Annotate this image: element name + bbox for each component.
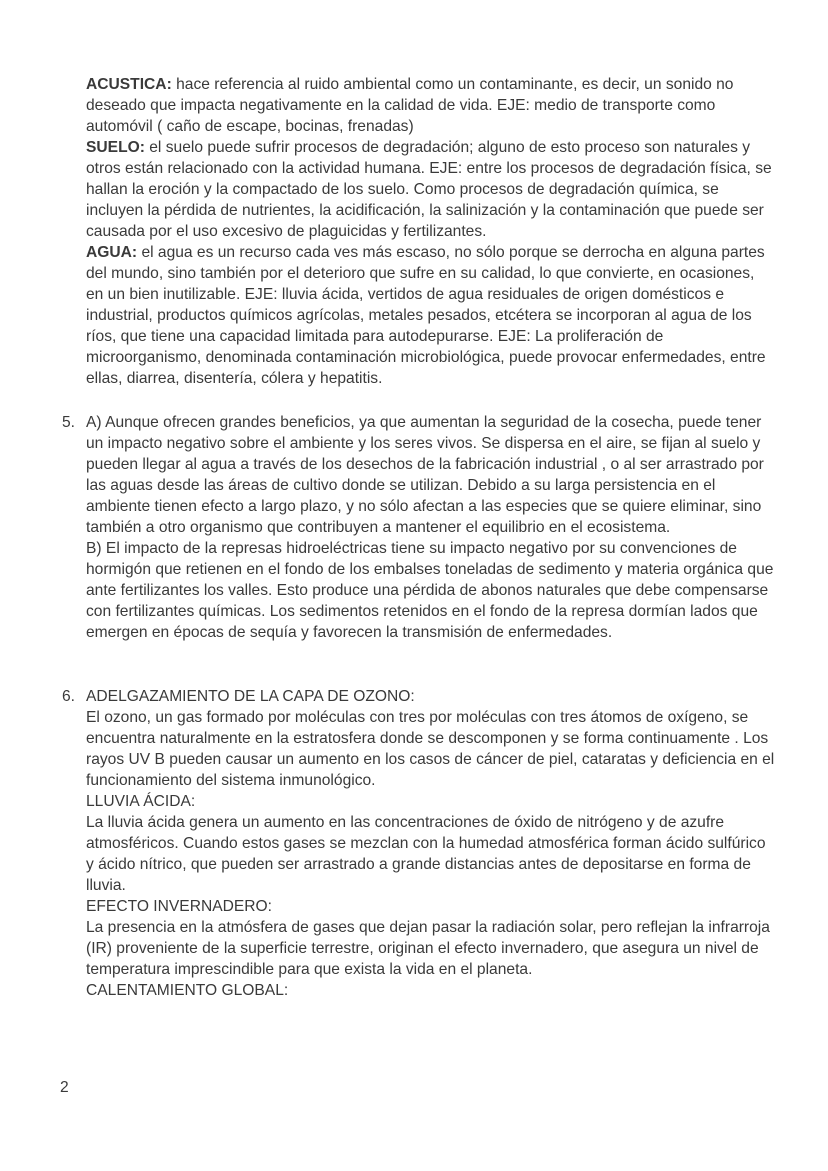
heading-efecto-invernadero: EFECTO INVERNADERO:	[86, 898, 272, 915]
list-number: 6.	[62, 688, 76, 705]
heading-lluvia-acida: LLUVIA ÁCIDA:	[86, 793, 196, 810]
heading-calentamiento-global: CALENTAMIENTO GLOBAL:	[86, 982, 289, 999]
answer-a: A) Aunque ofrecen grandes beneficios, ya que aumentan la seguridad de la cosecha, puede tener un impacto negativo sobre el ambiente y los seres vivos. Se dispersa en el aire, se fijan al suelo y pueden llegar al agua a través de los desechos de la fabricación industrial , o al ser arrastrado por las aguas desde las áreas de cultivo donde se utilizan. Debido a su larga persistencia en el ambiente tienen efecto a largo plazo, y no sólo afectan a las especies que se quiere eliminar, sino también a otro organismo que contribuyen a mantener el equilibrio en el ecosistema.	[86, 414, 764, 536]
list-item-5	[62, 412, 776, 643]
page-number: 2	[60, 1079, 69, 1096]
term-acustica: ACUSTICA:	[86, 76, 172, 93]
paragraph-efecto-invernadero: La presencia en la atmósfera de gases que dejan pasar la radiación solar, pero reflejan la infrarroja (IR) proveniente de la superficie terrestre, originan el efecto invernadero, que asegura un nivel de temperatura imprescindible para que exista la vida en el planeta.	[86, 919, 770, 978]
text-suelo: el suelo puede sufrir procesos de degradación; alguno de esto proceso son naturales y otros están relacionado con la actividad humana. EJE: entre los procesos de degradación física, se hallan la eroción y la compactado de los suelo. Como procesos de degradación química, se incluyen la pérdida de nutrientes, la acidificación, la salinización y la contaminación que puede ser causada por el uso excesivo de plaguicidas y fertilizantes.	[86, 139, 772, 240]
paragraph-ozono: El ozono, un gas formado por moléculas con tres por moléculas con tres átomos de oxígeno, se encuentra naturalmente en la estratosfera donde se descomponen y se forma continuamente . Los rayos UV B pueden causar un aumento en los casos de cáncer de piel, cataratas y deficiencia en el funcionamiento del sistema inmunológico.	[86, 709, 775, 789]
paragraph-suelo	[86, 137, 776, 242]
heading-ozono: ADELGAZAMIENTO DE LA CAPA DE OZONO:	[86, 688, 415, 705]
paragraph-agua	[86, 242, 776, 389]
pollution-types-section	[86, 74, 776, 389]
term-agua: AGUA:	[86, 244, 138, 261]
paragraph-acustica	[86, 74, 776, 137]
list-item-6	[62, 686, 776, 1001]
list-number: 5.	[62, 414, 76, 431]
text-agua: el agua es un recurso cada ves más escaso, no sólo porque se derrocha en alguna partes del mundo, sino también por el deterioro que sufre en su calidad, lo que convierte, en ocasiones, en un bien inutilizable. EJE: lluvia ácida, vertidos de agua residuales de origen domésticos e industrial, productos químicos agrícolas, metales pesados, etcétera se incorporan al agua de los ríos, que tiene una capacidad limitada para autodepurarse. EJE: La proliferación de microorganismo, denominada contaminación microbiológica, puede provocar enfermedades, entre ellas, diarrea, disentería, cólera y hepatitis.	[86, 244, 766, 387]
text-acustica: hace referencia al ruido ambiental como un contaminante, es decir, un sonido no deseado que impacta negativamente en la calidad de vida. EJE: medio de transporte como automóvil ( caño de escape, bocinas, frenadas)	[86, 76, 734, 135]
term-suelo: SUELO:	[86, 139, 145, 156]
paragraph-lluvia-acida: La lluvia ácida genera un aumento en las concentraciones de óxido de nitrógeno y de azufre atmosféricos. Cuando estos gases se mezclan con la humedad atmosférica forman ácido sulfúrico y ácido nítrico, que pueden ser arrastrado a grande distancias antes de depositarse en forma de lluvia.	[86, 814, 766, 894]
answer-b: B) El impacto de la represas hidroeléctricas tiene su impacto negativo por su convenciones de hormigón que retienen en el fondo de los embalses toneladas de sedimento y materia orgánica que ante fertilizantes los valles. Esto produce una pérdida de abonos naturales que debe compensarse con fertilizantes químicas. Los sedimentos retenidos en el fondo de la represa dormían lados que emergen en épocas de sequía y favorecen la transmisión de enfermedades.	[86, 540, 774, 641]
